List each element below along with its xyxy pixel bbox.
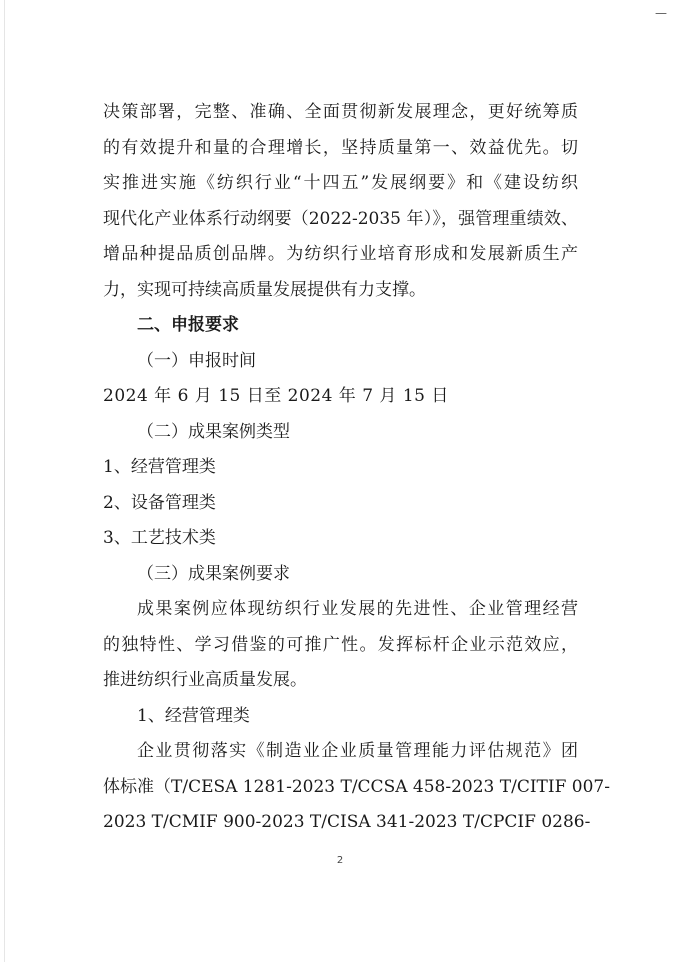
corner-mark: — [655,6,668,20]
list-item: 2、设备管理类 [103,492,216,513]
paragraph-line: 企业贯彻落实《制造业企业质量管理能力评估规范》团 [137,741,578,761]
list-item: 1、经营管理类 [103,457,216,477]
page-number: 2 [336,855,344,866]
paragraph-line: 推进纺织行业高质量发展。 [103,670,307,690]
paragraph-line: 的有效提升和量的合理增长，坚持质量第一、效益优先。切 [103,137,578,158]
paragraph-line: 2023 T/CMIF 900-2023 T/CISA 341-2023 T/CPCIF 0286- [103,812,591,832]
paragraph-line: 增品种提品质创品牌。为纺织行业培育形成和发展新质生产 [103,244,578,264]
paragraph-line: 的独特性、学习借鉴的可推广性。发挥标杆企业示范效应， [103,634,578,655]
paragraph-line: 成果案例应体现纺织行业发展的先进性、企业管理经营 [137,599,578,619]
subsection-title: （一）申报时间 [137,350,256,371]
application-period: 2024 年 6 月 15 日至 2024 年 7 月 15 日 [103,386,449,406]
document-body [103,100,610,846]
list-item: 1、经营管理类 [137,705,250,726]
section-heading: 二、申报要求 [137,315,239,335]
scan-edge-line [4,0,5,962]
paragraph-line: 现代化产业体系行动纲要（2022-2035 年）》，强管理重绩效、 [103,208,578,229]
paragraph-line: 力，实现可持续高质量发展提供有力支撑。 [103,279,426,300]
paragraph-line: 决策部署，完整、准确、全面贯彻新发展理念，更好统筹质 [103,102,578,122]
list-item: 3、工艺技术类 [103,528,216,548]
paragraph-line: 实推进实施《纺织行业“十四五”发展纲要》和《建设纺织 [103,173,578,193]
subsection-title: （三）成果案例要求 [137,563,290,584]
paragraph-line: 体标准（T/CESA 1281-2023 T/CCSA 458-2023 T/CITIF 007- [103,776,610,797]
subsection-title: （二）成果案例类型 [137,421,290,442]
